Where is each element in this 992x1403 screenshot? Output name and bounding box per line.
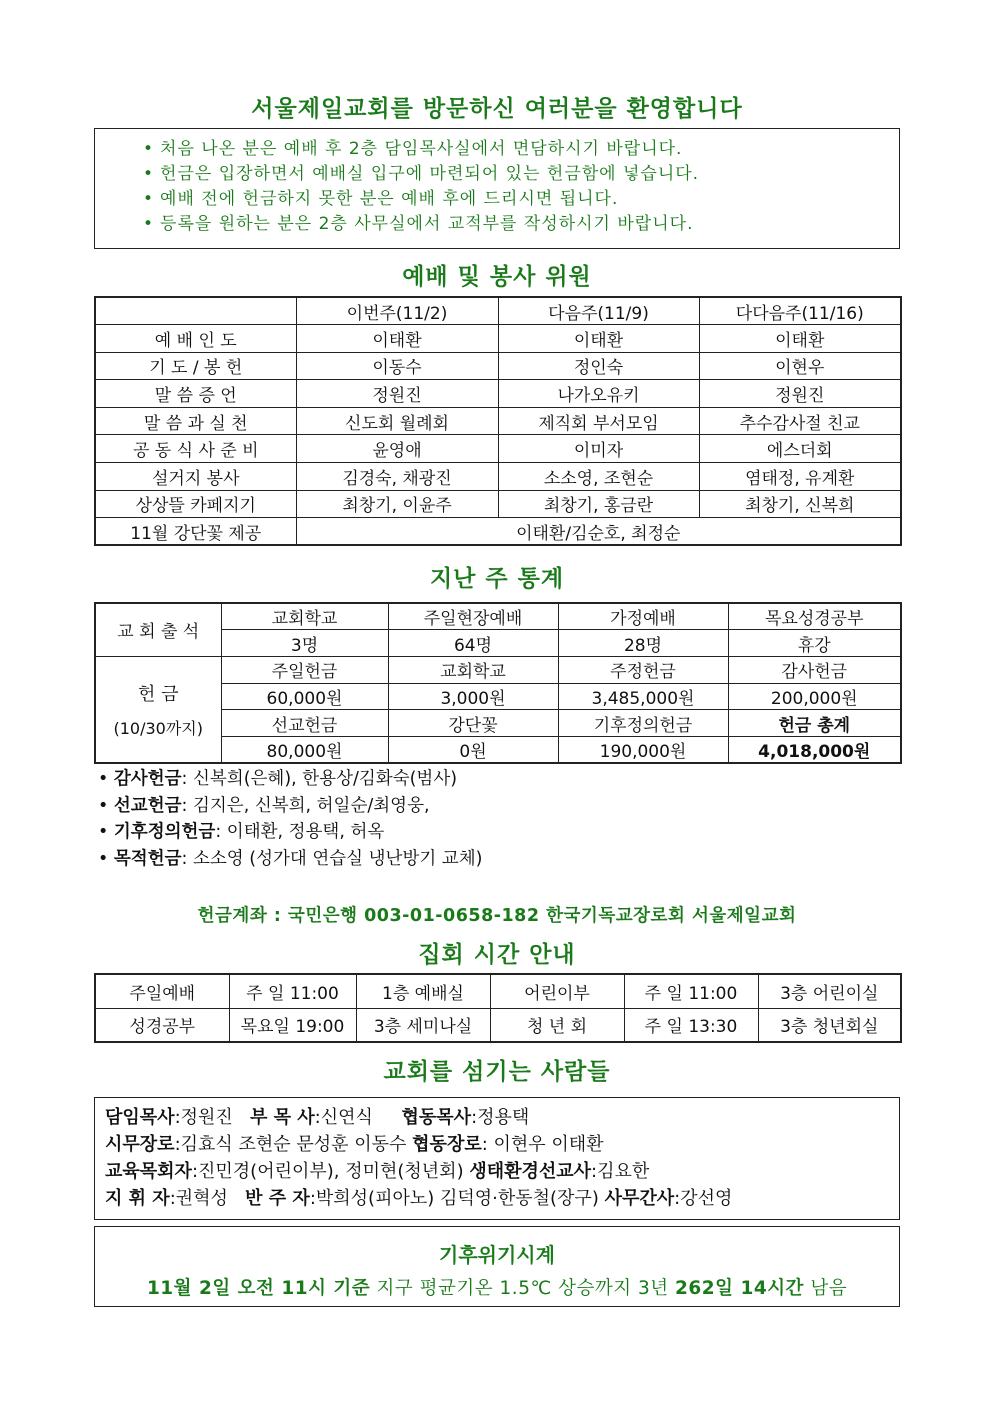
note-text: : 신복희(은혜), 한용상/김화숙(범사) xyxy=(181,769,458,789)
note-label: 목적헌금 xyxy=(113,848,182,869)
schedule-cell: 3층 청년회실 xyxy=(758,1008,901,1042)
schedule-cell: 목요일 19:00 xyxy=(229,1008,356,1042)
stats-header-cell: 주일헌금 xyxy=(221,656,388,683)
offering-period: (10/30까지) xyxy=(113,719,203,738)
role-names: :신연식 xyxy=(314,1107,402,1128)
service-cell: 이태환 xyxy=(498,325,699,353)
stats-value-cell: 휴강 xyxy=(728,630,901,657)
service-row xyxy=(95,435,901,463)
welcome-item: • 헌금은 입장하면서 예배실 입구에 마련되어 있는 헌금함에 넣습니다. xyxy=(143,162,899,187)
service-role: 말 씀 증 언 xyxy=(95,380,296,408)
role-label: 사무간사 xyxy=(604,1188,675,1209)
service-cell: 추수감사절 친교 xyxy=(699,407,901,435)
note-line: • 목적헌금: 소소영 (성가대 연습실 냉난방기 교체) xyxy=(98,848,483,869)
service-row xyxy=(95,490,901,518)
welcome-item: • 예배 전에 헌금하지 못한 분은 예배 후에 드리시면 됩니다. xyxy=(143,187,899,212)
climate-title: 기후위기시계 xyxy=(439,1243,555,1267)
role-names: :김효식 조현순 문성훈 이동수 xyxy=(174,1134,413,1155)
service-cell: 소소영, 조현순 xyxy=(498,463,699,491)
total-offering-value: 4,018,000원 xyxy=(728,736,901,763)
service-cell: 제직회 부서모임 xyxy=(498,407,699,435)
service-row xyxy=(95,325,901,353)
stats-header-cell: 주정헌금 xyxy=(558,656,728,683)
role-label: 담임목사 xyxy=(105,1107,175,1128)
schedule-cell: 주일예배 xyxy=(95,974,229,1008)
service-cell: 에스더회 xyxy=(699,435,901,463)
role-names: :강선영 xyxy=(674,1188,733,1209)
service-role: 상상뜰 카페지기 xyxy=(95,490,296,518)
welcome-list xyxy=(95,129,899,237)
service-role: 기 도 / 봉 헌 xyxy=(95,352,296,380)
service-cell: 정원진 xyxy=(296,380,498,408)
welcome-item: • 등록을 원하는 분은 2층 사무실에서 교적부를 작성하시기 바랍니다. xyxy=(143,212,899,237)
service-cell: 이동수 xyxy=(296,352,498,380)
climate-line xyxy=(95,1274,899,1300)
stats-table xyxy=(94,602,902,764)
note-label: 감사헌금 xyxy=(113,769,182,789)
service-role: 예 배 인 도 xyxy=(95,325,296,353)
service-cell: 김경숙, 채광진 xyxy=(296,463,498,491)
stats-header-cell: 교회학교 xyxy=(388,656,558,683)
schedule-cell: 성경공부 xyxy=(95,1008,229,1042)
service-cell: 최창기, 홍금란 xyxy=(498,490,699,518)
stats-header-cell: 교회학교 xyxy=(221,603,388,630)
schedule-title: 집회 시간 안내 xyxy=(418,942,576,968)
role-names: :권혁성 xyxy=(169,1188,246,1209)
service-role: 말 씀 과 실 천 xyxy=(95,407,296,435)
service-header-row xyxy=(95,297,901,325)
flower-row xyxy=(95,518,901,546)
role-names: :김요한 xyxy=(591,1161,650,1182)
service-cell: 이태환 xyxy=(699,325,901,353)
service-cell: 이현우 xyxy=(699,352,901,380)
role-label: 부 목 사 xyxy=(249,1107,315,1128)
schedule-cell: 주 일 11:00 xyxy=(229,974,356,1008)
note-label: 기후정의헌금 xyxy=(113,822,216,842)
service-cell: 신도회 월례회 xyxy=(296,407,498,435)
service-header-cell xyxy=(95,297,296,325)
welcome-box xyxy=(94,128,900,249)
offering-label: 헌 금 xyxy=(138,684,179,705)
service-cell: 이미자 xyxy=(498,435,699,463)
schedule-cell: 주 일 11:00 xyxy=(624,974,758,1008)
stats-header-cell: 강단꽃 xyxy=(388,710,558,737)
stats-value-cell: 3명 xyxy=(221,630,388,657)
climate-bold: 262일 14시간 xyxy=(675,1278,804,1299)
role-names: :정용택 xyxy=(471,1107,530,1128)
schedule-cell: 3층 어린이실 xyxy=(758,974,901,1008)
total-offering-header: 헌금 총계 xyxy=(728,710,901,737)
role-label: 교육목회자 xyxy=(105,1161,192,1182)
stats-header-cell: 선교헌금 xyxy=(221,710,388,737)
stats-value-cell: 0원 xyxy=(388,736,558,763)
service-table xyxy=(94,296,902,546)
role-label: 반 주 자 xyxy=(245,1188,310,1209)
service-header-cell: 다음주(11/9) xyxy=(498,297,699,325)
stats-value-cell: 80,000원 xyxy=(221,736,388,763)
stats-value-cell: 3,485,000원 xyxy=(558,683,728,710)
schedule-cell: 청 년 회 xyxy=(490,1008,624,1042)
climate-text: 남음 xyxy=(803,1278,848,1299)
service-row xyxy=(95,407,901,435)
service-header-cell: 다다음주(11/16) xyxy=(699,297,901,325)
schedule-cell: 어린이부 xyxy=(490,974,624,1008)
service-cell: 정인숙 xyxy=(498,352,699,380)
service-row xyxy=(95,380,901,408)
role-label: 협동목사 xyxy=(401,1107,472,1128)
offering-notes xyxy=(98,766,898,872)
service-cell: 이태환 xyxy=(296,325,498,353)
schedule-cell: 1층 예배실 xyxy=(356,974,490,1008)
welcome-title: 서울제일교회를 방문하신 여러분을 환영합니다 xyxy=(251,96,743,122)
stats-value-cell: 3,000원 xyxy=(388,683,558,710)
note-label: 선교헌금 xyxy=(113,795,182,816)
role-label: 생태환경선교사 xyxy=(469,1161,592,1182)
service-title: 예배 및 봉사 위원 xyxy=(402,264,592,290)
stats-header-cell: 감사헌금 xyxy=(728,656,901,683)
climate-text: 지구 평균기온 1.5℃ 상승까지 3년 xyxy=(370,1278,676,1299)
stats-title: 지난 주 통계 xyxy=(429,566,565,592)
role-names: :박희성(피아노) 김덕영·한동철(장구) xyxy=(309,1188,605,1209)
schedule-row xyxy=(95,974,901,1008)
service-cell: 나가오유키 xyxy=(498,380,699,408)
stats-value-cell: 200,000원 xyxy=(728,683,901,710)
role-label: 시무장로 xyxy=(105,1134,175,1155)
service-row xyxy=(95,463,901,491)
service-row xyxy=(95,352,901,380)
attendance-label: 교 회 출 석 xyxy=(95,603,221,656)
offering-account: 헌금계좌 : 국민은행 003-01-0658-182 한국기독교장로회 서울제일교회 xyxy=(197,906,797,926)
stats-header-cell: 주일현장예배 xyxy=(388,603,558,630)
service-cell: 염태정, 유계환 xyxy=(699,463,901,491)
stats-value-cell: 60,000원 xyxy=(221,683,388,710)
service-cell: 정원진 xyxy=(699,380,901,408)
role-names: :진민경(어린이부), 정미현(청년회) xyxy=(191,1161,470,1182)
note-text: : 김지은, 신복희, 허일순/최영웅, xyxy=(181,795,430,816)
people-line xyxy=(105,1104,889,1131)
schedule-row xyxy=(95,1008,901,1042)
offering-label-cell xyxy=(95,656,221,763)
service-role: 공 동 식 사 준 비 xyxy=(95,435,296,463)
service-cell: 최창기, 이윤주 xyxy=(296,490,498,518)
note-line: • 선교헌금: 김지은, 신복희, 허일순/최영웅, xyxy=(98,795,430,816)
flower-value: 이태환/김순호, 최정순 xyxy=(296,518,901,546)
schedule-table xyxy=(94,973,902,1043)
note-text: : 소소영 (성가대 연습실 냉난방기 교체) xyxy=(181,848,483,869)
note-text: : 이태환, 정용택, 허옥 xyxy=(215,822,385,842)
people-line xyxy=(105,1185,889,1212)
service-cell: 최창기, 신복희 xyxy=(699,490,901,518)
welcome-item: • 처음 나온 분은 예배 후 2층 담임목사실에서 면담하시기 바랍니다. xyxy=(143,137,899,162)
stats-header-cell: 가정예배 xyxy=(558,603,728,630)
schedule-cell: 주 일 13:30 xyxy=(624,1008,758,1042)
role-label: 지 휘 자 xyxy=(105,1188,170,1209)
service-header-cell: 이번주(11/2) xyxy=(296,297,498,325)
stats-header-cell: 기후정의헌금 xyxy=(558,710,728,737)
schedule-cell: 3층 세미나실 xyxy=(356,1008,490,1042)
climate-bold: 11월 2일 오전 11시 기준 xyxy=(146,1278,371,1299)
people-box xyxy=(94,1097,900,1220)
role-names: :정원진 xyxy=(174,1107,250,1128)
note-line: • 기후정의헌금: 이태환, 정용택, 허옥 xyxy=(98,822,385,842)
flower-label: 11월 강단꽃 제공 xyxy=(95,518,296,546)
stats-header-cell: 목요성경공부 xyxy=(728,603,901,630)
people-line xyxy=(105,1158,889,1185)
note-line: • 감사헌금: 신복희(은혜), 한용상/김화숙(범사) xyxy=(98,769,458,789)
role-label: 협동장로 xyxy=(412,1134,482,1155)
role-names: : 이현우 이태환 xyxy=(481,1134,604,1155)
stats-value-cell: 190,000원 xyxy=(558,736,728,763)
service-role: 설거지 봉사 xyxy=(95,463,296,491)
service-cell: 윤영애 xyxy=(296,435,498,463)
people-line xyxy=(105,1131,889,1158)
stats-value-cell: 64명 xyxy=(388,630,558,657)
people-title: 교회를 섬기는 사람들 xyxy=(383,1059,611,1085)
stats-value-cell: 28명 xyxy=(558,630,728,657)
climate-box xyxy=(94,1226,900,1307)
